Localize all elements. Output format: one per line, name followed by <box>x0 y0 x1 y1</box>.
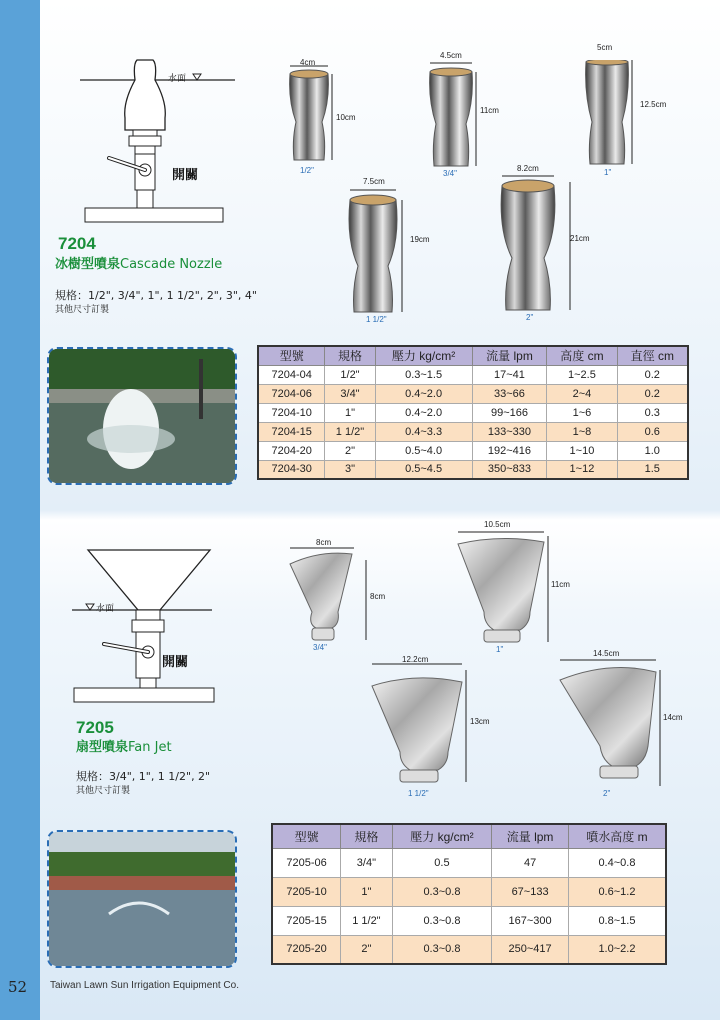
table-header-row <box>258 346 688 365</box>
col-header: 高度 cm <box>547 346 617 365</box>
fan-size-caption-1-1-2: 1 1/2" <box>408 789 429 798</box>
col-header: 規格 <box>341 824 392 848</box>
fan-dim-width-3-4: 8cm <box>316 538 332 547</box>
table-cell: 33~66 <box>472 384 547 403</box>
fan-size-caption-1: 1" <box>496 645 504 654</box>
dim-width-1-1-2: 7.5cm <box>363 177 385 186</box>
table-cell: 1~8 <box>547 422 617 441</box>
col-header: 流量 lpm <box>472 346 547 365</box>
table-cell: 250~417 <box>492 935 569 964</box>
table-cell: 7204-10 <box>258 403 325 422</box>
table-cell: 1~2.5 <box>547 365 617 384</box>
left-color-bar <box>0 0 40 1020</box>
table-cell: 1.5 <box>617 460 688 479</box>
fan-dim-width-1: 10.5cm <box>484 520 511 529</box>
col-header: 規格 <box>325 346 375 365</box>
table-cell: 7205-15 <box>272 906 341 935</box>
model-name-en: Fan Jet <box>128 740 172 755</box>
table-cell: 3/4" <box>341 848 392 877</box>
table-cell: 3/4" <box>325 384 375 403</box>
model-code-7205: 7205 <box>76 718 114 737</box>
cascade-nozzle-products <box>280 60 700 330</box>
table-cell: 0.2 <box>617 365 688 384</box>
col-header: 壓力 kg/cm² <box>375 346 472 365</box>
table-cell: 1.0 <box>617 441 688 460</box>
table-cell: 0.3 <box>617 403 688 422</box>
model-code-7204: 7204 <box>58 234 96 253</box>
fan-image-3-4 <box>290 553 352 640</box>
model-name-7204 <box>55 253 222 272</box>
table-row <box>258 403 688 422</box>
table-row <box>272 906 666 935</box>
valve-label: 開關 <box>172 167 199 182</box>
dim-width-2: 8.2cm <box>517 164 539 173</box>
table-cell: 1" <box>325 403 375 422</box>
size-caption-2: 2" <box>526 313 534 322</box>
table-row <box>258 422 688 441</box>
table-cell: 1 1/2" <box>325 422 375 441</box>
table-cell: 0.6~1.2 <box>568 877 666 906</box>
table-cell: 2" <box>325 441 375 460</box>
fan-image-1 <box>458 538 544 642</box>
footer-company-name: Taiwan Lawn Sun Irrigation Equipment Co. <box>50 980 239 991</box>
table-cell: 1~6 <box>547 403 617 422</box>
table-cell: 2~4 <box>547 384 617 403</box>
cascade-fountain-photo <box>47 347 237 485</box>
fan-image-1-1-2 <box>372 678 462 782</box>
fan-size-caption-2: 2" <box>603 789 611 798</box>
table-cell: 0.3~0.8 <box>392 877 492 906</box>
table-cell: 7204-20 <box>258 441 325 460</box>
model-name-en: Cascade Nozzle <box>120 257 223 272</box>
dim-height-1: 12.5cm <box>640 100 667 109</box>
table-row <box>272 935 666 964</box>
water-surface-label-7205: 水面 <box>96 603 115 613</box>
dim-height-1-1-2: 19cm <box>410 235 430 244</box>
table-cell: 67~133 <box>492 877 569 906</box>
fan-jet-fountain-photo <box>47 830 237 968</box>
spec-note-7205: 其他尺寸訂製 <box>76 786 131 796</box>
nozzle-image-3-4 <box>430 68 473 166</box>
table-row <box>272 848 666 877</box>
table-row <box>258 460 688 479</box>
table-cell: 7204-15 <box>258 422 325 441</box>
table-cell: 0.4~0.8 <box>568 848 666 877</box>
page-number: 52 <box>8 978 28 996</box>
fan-dim-width-2: 14.5cm <box>593 649 620 658</box>
model-name-zh: 扇型噴泉 <box>76 740 129 755</box>
fan-dim-height-1: 11cm <box>551 580 570 589</box>
table-cell: 2" <box>341 935 392 964</box>
col-header: 型號 <box>258 346 325 365</box>
fan-jet-schematic <box>70 540 230 710</box>
table-row <box>258 441 688 460</box>
dim-width-1-2: 4cm <box>300 58 316 67</box>
table-cell: 7205-20 <box>272 935 341 964</box>
col-header: 壓力 kg/cm² <box>392 824 492 848</box>
table-header-row <box>272 824 666 848</box>
nozzle-image-2 <box>501 180 555 310</box>
fan-dim-width-1-1-2: 12.2cm <box>402 655 429 664</box>
water-surface-label: 水面 <box>168 73 187 83</box>
spec-table-7204 <box>257 345 689 480</box>
table-row <box>258 365 688 384</box>
size-caption-3-4: 3/4" <box>443 169 457 178</box>
model-name-7205 <box>76 736 172 755</box>
size-caption-1-2: 1/2" <box>300 166 314 175</box>
table-cell: 133~330 <box>472 422 547 441</box>
spec-sizes-7205: 規格：3/4", 1", 1 1/2", 2" <box>76 770 211 783</box>
table-cell: 0.3~0.8 <box>392 906 492 935</box>
fan-jet-products <box>280 520 700 800</box>
table-cell: 1~10 <box>547 441 617 460</box>
table-cell: 0.5~4.0 <box>375 441 472 460</box>
table-cell: 1 1/2" <box>341 906 392 935</box>
spec-table-7205 <box>271 823 667 965</box>
table-cell: 1.0~2.2 <box>568 935 666 964</box>
dim-height-3-4: 11cm <box>480 106 499 115</box>
table-cell: 7205-10 <box>272 877 341 906</box>
table-cell: 7204-04 <box>258 365 325 384</box>
size-caption-1-1-2: 1 1/2" <box>366 315 387 324</box>
dim-height-2: 21cm <box>570 234 590 243</box>
model-name-zh: 冰樹型噴泉 <box>55 257 121 272</box>
table-cell: 17~41 <box>472 365 547 384</box>
table-cell: 167~300 <box>492 906 569 935</box>
table-cell: 1/2" <box>325 365 375 384</box>
nozzle-image-1-2 <box>290 70 329 160</box>
table-cell: 7204-30 <box>258 460 325 479</box>
table-cell: 0.4~3.3 <box>375 422 472 441</box>
table-cell: 350~833 <box>472 460 547 479</box>
table-cell: 0.5~4.5 <box>375 460 472 479</box>
table-cell: 47 <box>492 848 569 877</box>
col-header: 型號 <box>272 824 341 848</box>
table-cell: 0.6 <box>617 422 688 441</box>
fan-dim-height-3-4: 8cm <box>370 592 386 601</box>
table-row <box>258 384 688 403</box>
spec-sizes-7204: 規格：1/2", 3/4", 1", 1 1/2", 2", 3", 4" <box>55 289 257 302</box>
table-cell: 0.4~2.0 <box>375 384 472 403</box>
size-caption-1: 1" <box>604 168 612 177</box>
table-cell: 0.5 <box>392 848 492 877</box>
fan-dim-height-2: 14cm <box>663 713 683 722</box>
fan-size-caption-3-4: 3/4" <box>313 643 327 652</box>
dim-height-1-2: 10cm <box>336 113 356 122</box>
table-cell: 0.2 <box>617 384 688 403</box>
table-cell: 192~416 <box>472 441 547 460</box>
table-row <box>272 877 666 906</box>
nozzle-image-1 <box>586 60 629 164</box>
dim-width-3-4: 4.5cm <box>440 51 462 60</box>
table-cell: 7204-06 <box>258 384 325 403</box>
cascade-nozzle-schematic <box>75 50 245 240</box>
table-cell: 0.3~1.5 <box>375 365 472 384</box>
spec-note-7204: 其他尺寸訂製 <box>55 305 110 315</box>
fan-dim-height-1-1-2: 13cm <box>470 717 490 726</box>
col-header: 直徑 cm <box>617 346 688 365</box>
col-header: 流量 lpm <box>492 824 569 848</box>
valve-label-7205: 開關 <box>162 654 189 669</box>
table-cell: 1" <box>341 877 392 906</box>
table-cell: 99~166 <box>472 403 547 422</box>
table-cell: 7205-06 <box>272 848 341 877</box>
table-cell: 0.3~0.8 <box>392 935 492 964</box>
table-cell: 1~12 <box>547 460 617 479</box>
table-cell: 0.4~2.0 <box>375 403 472 422</box>
col-header: 噴水高度 m <box>568 824 666 848</box>
table-cell: 0.8~1.5 <box>568 906 666 935</box>
dim-width-1: 5cm <box>597 43 613 52</box>
table-cell: 3" <box>325 460 375 479</box>
fan-image-2 <box>560 668 656 779</box>
nozzle-image-1-1-2 <box>349 195 397 312</box>
